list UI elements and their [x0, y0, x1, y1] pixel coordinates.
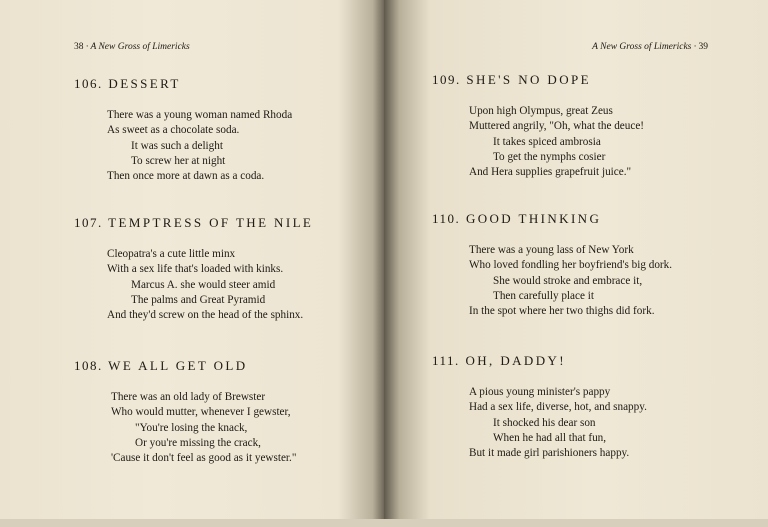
poem-line: Who would mutter, whenever I gewster, — [111, 406, 291, 419]
poem-lines — [432, 243, 672, 319]
poem-line: And Hera supplies grapefruit juice." — [469, 166, 632, 179]
poem-108 — [74, 358, 296, 466]
poem-106 — [74, 76, 292, 184]
poem-line: "You're losing the knack, — [135, 421, 248, 434]
poem-lines — [74, 108, 292, 184]
poem-lines — [74, 390, 296, 466]
poem-line: There was a young lass of New York — [469, 244, 634, 256]
poem-number: 106. — [74, 76, 103, 91]
right-header-title: A New Gross of Limericks — [592, 42, 692, 52]
poem-number: 110. — [432, 211, 461, 226]
poem-line: And they'd screw on the head of the sphinx. — [107, 309, 304, 322]
poem-heading: OH, DADDY! — [465, 353, 566, 368]
poem-heading: WE ALL GET OLD — [108, 358, 248, 373]
right-header-separator: · — [693, 42, 697, 52]
poem-line: With a sex life that's loaded with kinks. — [107, 263, 284, 276]
poem-number: 109. — [432, 72, 461, 87]
poem-line: It takes spiced ambrosia — [493, 135, 601, 148]
poem-line: There was an old lady of Brewster — [111, 391, 266, 403]
poem-title — [74, 76, 292, 92]
poem-line: She would stroke and embrace it, — [493, 274, 643, 287]
poem-line: It shocked his dear son — [493, 416, 596, 429]
poem-heading: GOOD THINKING — [465, 211, 602, 226]
poem-heading: TEMPTRESS OF THE NILE — [108, 215, 314, 230]
poem-line: There was a young woman named Rhoda — [107, 109, 293, 121]
poem-107 — [74, 215, 313, 323]
poem-lines — [74, 247, 313, 323]
poem-line: When he had all that fun, — [493, 431, 607, 444]
poem-number: 108. — [74, 358, 103, 373]
poem-heading: SHE'S NO DOPE — [466, 72, 591, 87]
poem-number: 107. — [74, 215, 103, 230]
poem-title — [432, 353, 647, 369]
poem-line: 'Cause it don't feel as good as it yewster." — [111, 452, 297, 465]
poem-line: Muttered angrily, "Oh, what the deuce! — [469, 120, 645, 133]
poem-title — [432, 72, 644, 88]
poem-line: It was such a delight — [131, 139, 223, 152]
right-running-header — [592, 42, 708, 52]
poem-line: The palms and Great Pyramid — [131, 293, 266, 306]
left-page-number: 38 — [74, 42, 84, 52]
poem-line: Or you're missing the crack, — [135, 436, 261, 449]
poem-number: 111. — [432, 353, 460, 368]
left-running-header — [74, 42, 190, 52]
poem-lines — [432, 104, 644, 180]
poem-title — [74, 358, 296, 374]
poem-line: Upon high Olympus, great Zeus — [469, 105, 613, 117]
poem-line: Who loved fondling her boyfriend's big dork. — [469, 259, 673, 272]
left-header-title: A New Gross of Limericks — [90, 42, 190, 52]
poem-line: As sweet as a chocolate soda. — [107, 124, 240, 137]
page-bottom-edge — [384, 519, 768, 527]
poem-line: Then once more at dawn as a coda. — [107, 170, 265, 183]
poem-line: Marcus A. she would steer amid — [131, 278, 276, 291]
poem-111 — [432, 353, 647, 461]
poem-line: Then carefully place it — [493, 289, 594, 302]
left-header-separator: · — [85, 42, 89, 52]
poem-line: Had a sex life, diverse, hot, and snappy. — [469, 401, 647, 414]
poem-line: A pious young minister's pappy — [469, 386, 611, 398]
poem-110 — [432, 211, 672, 319]
poem-109 — [432, 72, 644, 180]
right-page — [384, 0, 768, 527]
poem-heading: DESSERT — [108, 76, 181, 91]
poem-line: In the spot where her two thighs did fork. — [469, 305, 655, 318]
poem-line: To screw her at night — [131, 154, 226, 167]
poem-title — [432, 211, 672, 227]
poem-title — [74, 215, 313, 231]
poem-line: To get the nymphs cosier — [493, 150, 606, 163]
poem-lines — [432, 385, 647, 461]
right-page-number: 39 — [698, 42, 708, 52]
poem-line: But it made girl parishioners happy. — [469, 447, 630, 460]
page-bottom-edge — [0, 519, 384, 527]
poem-line: Cleopatra's a cute little minx — [107, 248, 236, 260]
